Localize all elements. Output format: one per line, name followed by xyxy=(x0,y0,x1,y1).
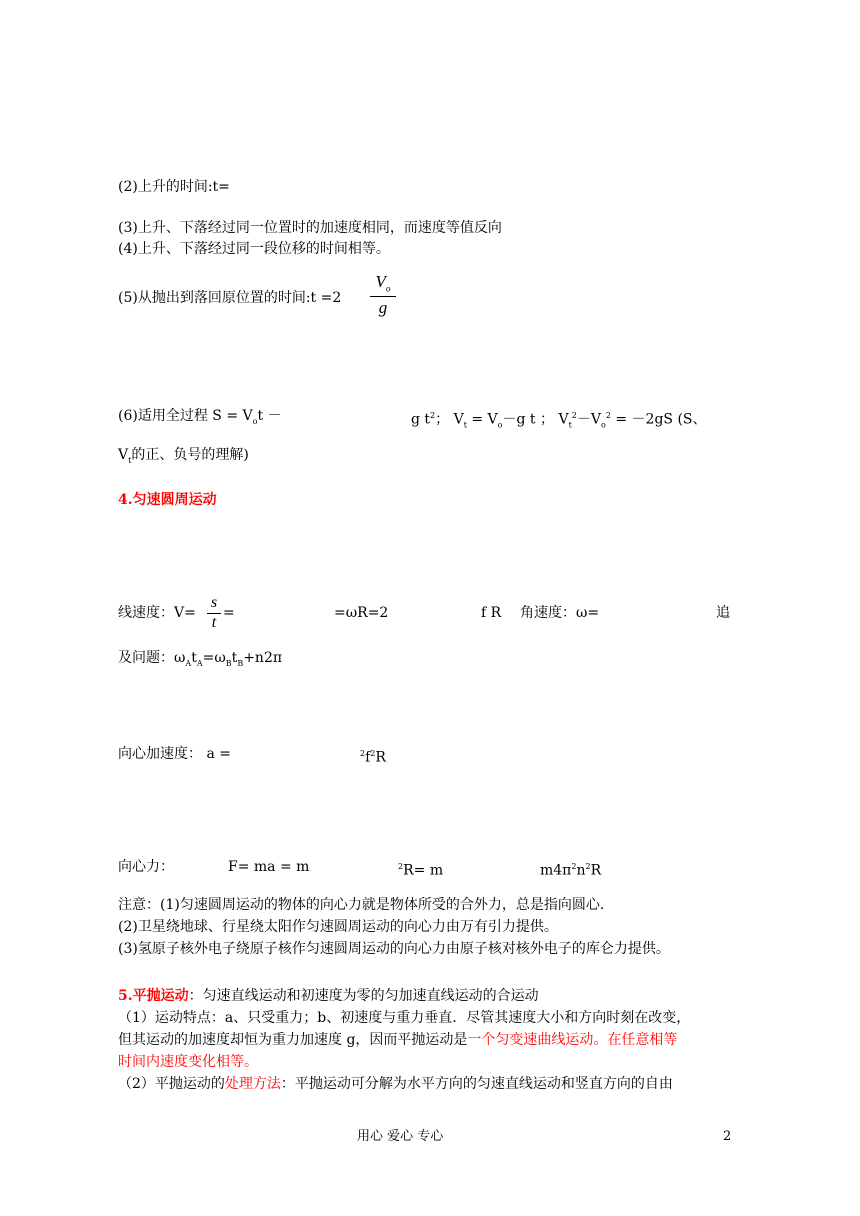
text: 但其运动的加速度却恒为重力加速度 g，因而平抛运动是 xyxy=(118,1032,468,1048)
superscript: 2 xyxy=(360,749,366,758)
text: = －2gS (S、 xyxy=(610,411,707,428)
text-line: (2)卫星绕地球、行星绕太阳作匀速圆周运动的向心力由万有引力提供。 xyxy=(118,919,558,935)
formula-line xyxy=(411,407,707,434)
text: ：平抛运动可分解为水平方向的匀速直线运动和竖直方向的自由 xyxy=(280,1076,673,1092)
text: 向心力： xyxy=(118,859,174,875)
text-line: (5)从抛出到落回原位置的时间:t =2 xyxy=(118,290,342,306)
section-heading: 5.平抛运动 xyxy=(118,988,189,1004)
formula-line xyxy=(118,407,282,431)
text: 角速度：ω= xyxy=(520,605,600,621)
text: =ω xyxy=(202,650,226,666)
subscript: B xyxy=(237,658,244,668)
text: t xyxy=(191,650,197,666)
subscript: t xyxy=(568,420,572,430)
section-heading-line xyxy=(118,987,539,1005)
text-line xyxy=(118,1075,673,1093)
text-line: (3)氢原子核外电子绕原子核作匀速圆周运动的向心力由原子核对核外电子的库仑力提供。 xyxy=(118,941,670,957)
text: 向心加速度： a = xyxy=(118,746,231,762)
fraction xyxy=(207,594,221,634)
subscript: t xyxy=(128,455,132,465)
text: R xyxy=(375,749,386,766)
text: ； V xyxy=(435,411,464,428)
fraction-numerator: s xyxy=(210,594,218,611)
text: 的正、负号的理解) xyxy=(131,447,249,463)
superscript: 2 xyxy=(571,411,577,420)
footer-text: 用心 爱心 专心 xyxy=(357,1129,444,1144)
text-line: (2)上升的时间:t= xyxy=(118,179,230,195)
subscript: B xyxy=(225,658,232,668)
text: = V xyxy=(466,411,498,428)
text-line xyxy=(118,649,282,673)
text-line xyxy=(118,446,249,470)
text: = xyxy=(223,605,235,621)
text: (6)适用全过程 S = V xyxy=(118,408,253,424)
subscript: A xyxy=(185,658,192,668)
text-line: (3)上升、下落经过同一位置时的加速度相同，而速度等值反向 xyxy=(118,220,502,236)
superscript: 2 xyxy=(398,862,404,871)
text: t － xyxy=(257,408,282,424)
text: V xyxy=(118,447,129,463)
text-line xyxy=(360,745,386,767)
text: f R xyxy=(481,605,502,621)
text: 追 xyxy=(716,605,730,621)
subscript: o xyxy=(601,420,606,430)
text: n xyxy=(576,862,586,879)
highlighted-text: 处理方法 xyxy=(224,1076,281,1092)
fraction xyxy=(370,272,396,320)
text: =ωR=2 xyxy=(334,605,389,621)
text: （2）平抛运动的 xyxy=(118,1076,225,1092)
text: R xyxy=(590,862,602,879)
fraction-numerator: V xyxy=(375,272,386,291)
text: t xyxy=(231,650,238,666)
text: F= ma = m xyxy=(228,859,310,875)
text: f xyxy=(365,749,371,766)
text: ：匀速直线运动和初速度为零的匀加速直线运动的合运动 xyxy=(188,988,539,1004)
superscript: 2 xyxy=(571,862,577,871)
highlighted-text: 一个匀变速曲线运动。在任意相等 xyxy=(467,1032,678,1048)
fraction-denominator: g xyxy=(378,298,388,317)
text: －g t ； V xyxy=(502,411,569,428)
text-line: （1）运动特点：a、只受重力；b、初速度与重力垂直．尽管其速度大小和方向时刻在改变， xyxy=(118,1010,691,1026)
text: g t xyxy=(411,411,431,428)
text-line xyxy=(398,858,443,880)
text: －V xyxy=(576,411,601,428)
superscript: 2 xyxy=(430,411,436,420)
text-line: (4)上升、下落经过同一段位移的时间相等。 xyxy=(118,241,390,257)
fraction-denominator: t xyxy=(211,614,217,631)
section-heading: 4.匀速圆周运动 xyxy=(118,492,217,508)
text: m4π xyxy=(540,862,572,879)
page-number: 2 xyxy=(723,1129,732,1144)
text-line xyxy=(118,1031,677,1049)
text: 线速度：V= xyxy=(118,605,196,621)
text: +n2π xyxy=(243,650,283,666)
subscript: A xyxy=(196,658,203,668)
text: R= m xyxy=(403,862,444,879)
text: 及问题：ω xyxy=(118,650,186,666)
text-line xyxy=(540,858,601,880)
superscript: 2 xyxy=(370,749,376,758)
subscript: o xyxy=(497,420,503,430)
subscript: t xyxy=(463,420,467,430)
superscript: 2 xyxy=(585,862,591,871)
highlighted-text: 时间内速度变化相等。 xyxy=(118,1054,258,1070)
text-line: 注意：(1)匀速圆周运动的物体的向心力就是物体所受的合外力，总是指向圆心. xyxy=(118,897,605,913)
subscript: o xyxy=(252,416,258,426)
superscript: 2 xyxy=(605,411,611,420)
subscript: o xyxy=(385,283,391,294)
